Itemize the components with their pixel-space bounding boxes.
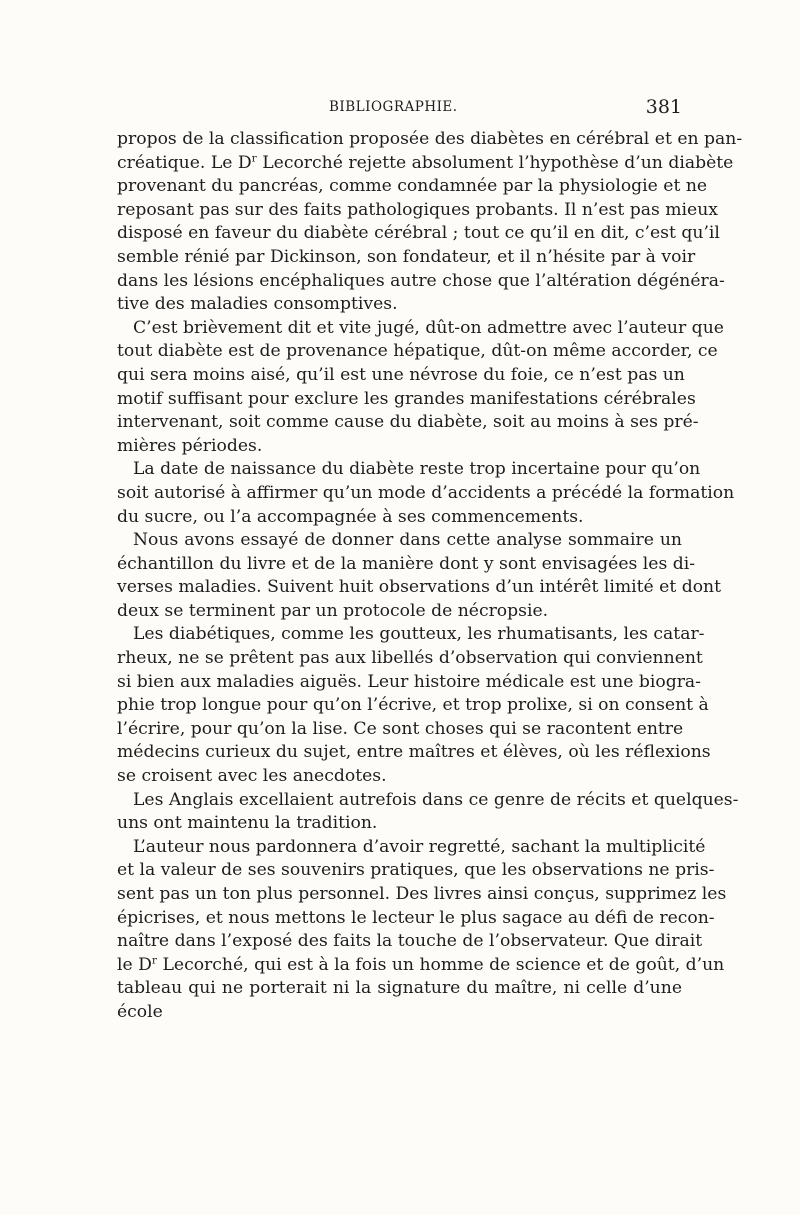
text-line: L’auteur nous pardonnera d’avoir regretté, sachant la multiplicité	[133, 836, 706, 857]
text-line: le $D^r$ Lecorché, qui est à la fois un homme de science et de goût, d’un	[117, 953, 725, 975]
text-line: mières périodes.	[117, 435, 263, 456]
text-line: provenant du pancréas, comme condamnée par la physiologie et ne	[117, 176, 708, 197]
paragraph-5	[117, 623, 711, 788]
superscript: r	[151, 953, 158, 967]
text-line: épicrises, et nous mettons le lecteur le plus sagace au défi de recon-	[117, 907, 715, 928]
text-line: verses maladies. Suivent huit observations d’un intérêt limité et dont	[117, 577, 722, 598]
page-number: 381	[645, 96, 682, 118]
text-line: tive des maladies consomptives.	[117, 294, 398, 315]
text-line: sent pas un ton plus personnel. Des livres ainsi conçus, supprimez les	[117, 884, 727, 904]
text-line: rheux, ne se prêtent pas aux libellés d’observation qui conviennent	[117, 648, 703, 669]
paragraph-3	[117, 458, 735, 529]
text-line: reposant pas sur des faits pathologiques probants. Il n’est pas mieux	[117, 199, 718, 220]
paragraph-7	[117, 836, 727, 1025]
text-line: C’est brièvement dit et vite jugé, dût-on admettre avec l’auteur que	[133, 317, 724, 338]
text-line: semble rénié par Dickinson, son fondateur, et il n’hésite par à voir	[117, 246, 696, 267]
text-line: qui sera moins aisé, qu’il est une névrose du foie, ce n’est pas un	[117, 364, 685, 385]
paragraph-2	[117, 317, 724, 459]
text-line: intervenant, soit comme cause du diabète, soit au moins à ses pré-	[117, 412, 699, 433]
text-line: deux se terminent par un protocole de nécropsie.	[117, 600, 549, 621]
text-line: si bien aux maladies aiguës. Leur histoire médicale est une biogra-	[117, 671, 701, 692]
text-line: naître dans l’exposé des faits la touche de l’observateur. Que dirait	[117, 931, 703, 952]
text-line: se croisent avec les anecdotes.	[117, 766, 387, 787]
paragraph-4	[117, 529, 722, 623]
text-line: disposé en faveur du diabète cérébral ; tout ce qu’il en dit, c’est qu’il	[117, 223, 720, 244]
text-line: du sucre, ou l’a accompagnée à ses commencements.	[117, 506, 584, 527]
page-header	[117, 96, 682, 122]
text-line: échantillon du livre et de la manière dont y sont envisagées les di-	[117, 553, 696, 574]
text-line: Les diabétiques, comme les goutteux, les rhumatisants, les catar-	[133, 624, 705, 645]
text-line: et la valeur de ses souvenirs pratiques, que les observations ne pris-	[117, 860, 715, 881]
text-line: propos de la classification proposée des diabètes en cérébral et en pan-	[117, 129, 743, 149]
text-line: école	[117, 1001, 163, 1022]
text-line: tableau qui ne porterait ni la signature du maître, ni celle d’une	[117, 978, 682, 999]
text-line: tout diabète est de provenance hépatique, dût-on même accorder, ce	[117, 341, 718, 362]
text-line: Nous avons essayé de donner dans cette analyse sommaire un	[133, 530, 682, 551]
superscript: r	[251, 150, 257, 164]
paragraph-6	[117, 789, 739, 836]
paragraph-1	[117, 128, 743, 317]
text-line: l’écrire, pour qu’on la lise. Ce sont choses qui se racontent entre	[117, 718, 684, 739]
text-line: phie trop longue pour qu’on l’écrive, et trop prolixe, si on consent à	[117, 695, 709, 716]
text-line: dans les lésions encéphaliques autre chose que l’altération dégénéra-	[117, 270, 725, 291]
text-line: soit autorisé à affirmer qu’un mode d’accidents a précédé la formation	[117, 482, 735, 503]
running-title: BIBLIOGRAPHIE.	[329, 99, 458, 115]
text-line: motif suffisant pour exclure les grandes manifestations cérébrales	[117, 388, 696, 409]
body-text	[117, 128, 743, 1025]
text-line: médecins curieux du sujet, entre maîtres et élèves, où les réflexions	[117, 742, 711, 763]
text-line: créatique. Le $D^r$ Lecorché rejette absolument l’hypothèse d’un diabète	[117, 150, 734, 173]
text-line: uns ont maintenu la tradition.	[117, 813, 378, 834]
text-line: Les Anglais excellaient autrefois dans ce genre de récits et quelques-	[133, 789, 739, 810]
text-line: La date de naissance du diabète reste trop incertaine pour qu’on	[133, 459, 701, 480]
